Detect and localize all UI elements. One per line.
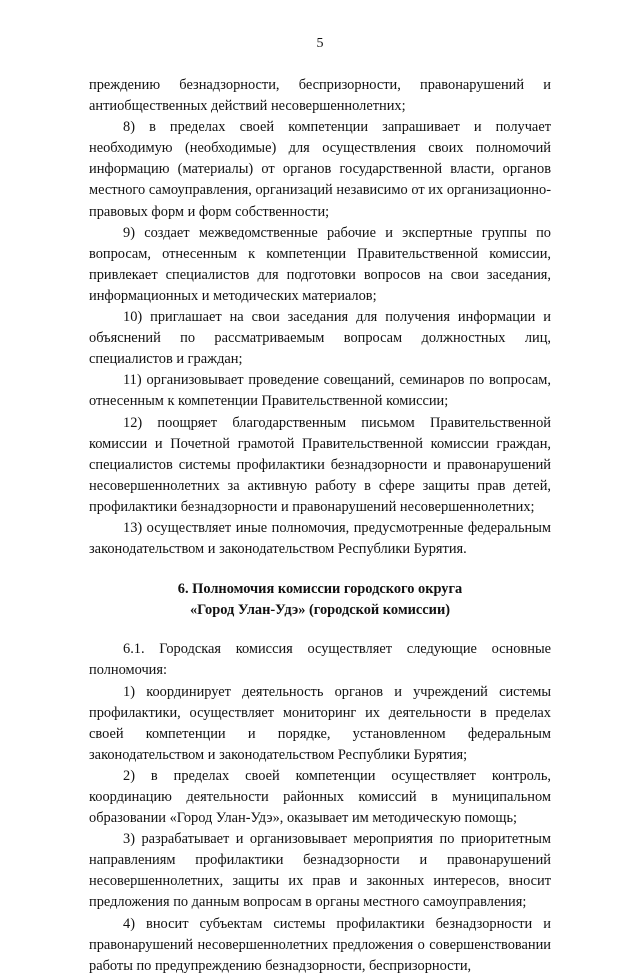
paragraph-continuation: преждению безнадзорности, беспризорности, правонарушений и антиобщественных действий несовершеннолетних; xyxy=(89,77,551,115)
paragraph-6-1: 6.1. Городская комиссия осуществляет следующие основные полномочия: xyxy=(89,641,551,679)
section-heading-line-2: «Город Улан-Удэ» (городской комиссии) xyxy=(189,602,451,619)
section-heading-line-1: 6. Полномочия комиссии городского округа xyxy=(177,581,463,598)
document-body xyxy=(89,75,551,977)
paragraph-item-12: 12) поощряет благодарственным письмом Правительственной комиссии и Почетной грамотой Правительственной комиссии граждан, специалистов системы профилактики безнадзорности и правонарушений несовершеннолетних за активную работу в сфере защиты прав детей, профилактики безнадзорности и правонарушений несовершеннолетних; xyxy=(89,414,551,515)
paragraph-item-13: 13) осуществляет иные полномочия, предусмотренные федеральным законодательством и законодательством Республики Бурятия. xyxy=(89,519,551,558)
paragraph-sub-item-3: 3) разрабатывает и организовывает мероприятия по приоритетным направлениям профилактики безнадзорности и правонарушений несовершеннолетних, защиты их прав и законных интересов, вносит предложения по данным вопросам в органы местного самоуправления; xyxy=(89,831,551,911)
paragraph-sub-item-4: 4) вносит субъектам системы профилактики безнадзорности и правонарушений несовершеннолетних предложения о совершенствовании работы по предупреждению безнадзорности, беспризорности, xyxy=(89,915,551,974)
paragraph-item-11: 11) организовывает проведение совещаний, семинаров по вопросам, отнесенным к компетенции Правительственной комиссии; xyxy=(89,372,551,410)
section-heading xyxy=(89,579,551,621)
paragraph-item-8: 8) в пределах своей компетенции запрашивает и получает необходимую (необходимые) для осуществления своих полномочий информацию (материалы) от органов государственной власти, органов местного самоуправления, организаций независимо от их организационно-правовых форм и форм собственности; xyxy=(89,119,551,220)
paragraph-item-9: 9) создает межведомственные рабочие и экспертные группы по вопросам, отнесенным к компетенции Правительственной комиссии, привлекает специалистов для подготовки вопросов на свои заседания, информационных и методических материалов; xyxy=(89,224,551,304)
paragraph-sub-item-1: 1) координирует деятельность органов и учреждений системы профилактики, осуществляет мониторинг их деятельности в пределах своей компетенции и порядке, установленном федеральным законодательством и законодательством Республики Бурятия; xyxy=(89,683,551,763)
paragraph-sub-item-2: 2) в пределах своей компетенции осуществляет контроль, координацию деятельности районных комиссий в муниципальном образовании «Город Улан-Удэ», оказывает им методическую помощь; xyxy=(89,767,551,827)
paragraph-item-10: 10) приглашает на свои заседания для получения информации и объяснений по рассматриваемым вопросам должностных лиц, специалистов и граждан; xyxy=(89,309,551,368)
page-number: 5 xyxy=(316,36,324,51)
